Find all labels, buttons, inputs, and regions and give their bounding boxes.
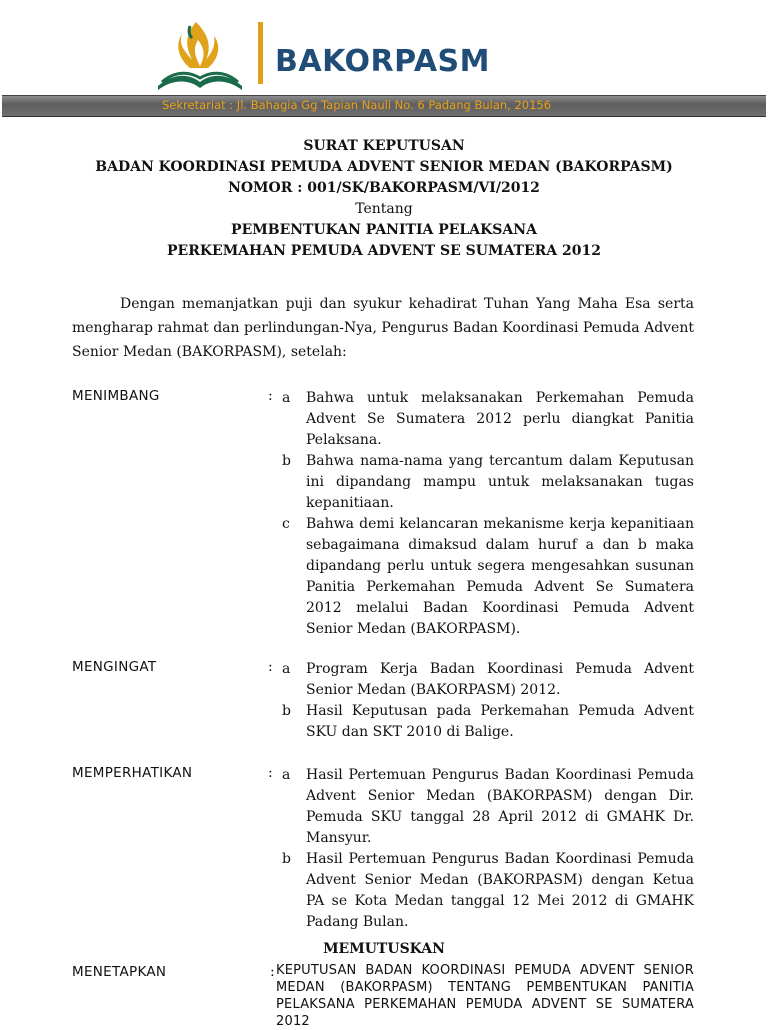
item-letter: b [282,851,291,867]
list-item [72,659,694,701]
item-text: Bahwa untuk melaksanakan Perkemahan Pemuda Advent Se Sumatera 2012 perlu diangkat Panitia Pelaksana. [306,390,694,448]
item-letter: c [282,516,290,532]
list-item [72,849,694,933]
item-text: Hasil Pertemuan Pengurus Badan Koordinasi Pemuda Advent Senior Medan (BAKORPASM) dengan Dir. Pemuda SKU tanggal 28 April 2012 di GMAHK Dr. Mansyur. [306,767,694,846]
list-item [72,514,694,640]
list-item [72,451,694,514]
item-text: Program Kerja Badan Koordinasi Pemuda Advent Senior Medan (BAKORPASM) 2012. [306,661,694,698]
item-letter: b [282,453,291,469]
decree-number: NOMOR : 001/SK/BAKORPASM/VI/2012 [228,180,540,196]
sda-flame-book-logo-icon [152,16,248,96]
section-mengingat [72,659,694,743]
section-label: MENIMBANG [72,388,160,404]
section-colon: : [268,765,273,781]
menetapkan-text: KEPUTUSAN BADAN KOORDINASI PEMUDA ADVENT SENIOR MEDAN (BAKORPASM) TENTANG PEMBENTUKAN PANITIA PELAKSANA PERKEMAHAN PEMUDA ADVENT SE SUMATERA 2012 [276,963,694,1029]
section-memperhatikan [72,765,694,933]
title-tentang: Tentang [355,201,413,217]
section-label: MEMPERHATIKAN [72,765,193,781]
item-text: Hasil Keputusan pada Perkemahan Pemuda Advent SKU dan SKT 2010 di Balige. [306,703,694,740]
title-line-1: SURAT KEPUTUSAN [303,138,465,154]
title-line-2: BADAN KOORDINASI PEMUDA ADVENT SENIOR MEDAN (BAKORPASM) [95,159,673,175]
section-menimbang [72,388,694,640]
section-colon: : [268,388,273,404]
letterhead [0,0,768,120]
item-letter: b [282,703,291,719]
item-letter: a [282,390,291,406]
address-bar [2,95,766,117]
subject-line-1: PEMBENTUKAN PANITIA PELAKSANA [231,222,537,238]
item-text: Hasil Pertemuan Pengurus Badan Koordinasi Pemuda Advent Senior Medan (BAKORPASM) dengan Ketua PA se Kota Medan tanggal 12 Mei 2012 di GMAHK Padang Bulan. [306,851,694,930]
section-colon: : [270,964,275,980]
list-item [72,388,694,451]
memutuskan-heading: MEMUTUSKAN [323,941,445,957]
org-logo-text: BAKORPASM [275,44,490,79]
subject-line-2: PERKEMAHAN PEMUDA ADVENT SE SUMATERA 2012 [167,243,601,259]
list-item [72,765,694,849]
list-item [72,701,694,743]
section-colon: : [268,659,273,675]
item-text: Bahwa nama-nama yang tercantum dalam Keputusan ini dipandang mampu untuk melaksanakan tugas kepanitiaan. [306,453,694,511]
secretariat-address: Sekretariat : Jl. Bahagia Gg Tapian Nauli No. 6 Padang Bulan, 20156 [162,98,552,112]
section-label: MENETAPKAN [72,964,167,980]
logo-divider [258,22,263,84]
item-text: Bahwa demi kelancaran mekanisme kerja kepanitiaan sebagaimana dimaksud dalam huruf a dan b maka dipandang perlu untuk segera mengesahkan susunan Panitia Perkemahan Pemuda Advent Se Sumatera 2012 melalui Badan Koordinasi Pemuda Advent Senior Medan (BAKORPASM). [306,516,694,637]
item-letter: a [282,661,291,677]
item-letter: a [282,767,291,783]
section-label: MENGINGAT [72,659,157,675]
decree-title [0,136,768,262]
intro-paragraph: Dengan memanjatkan puji dan syukur kehadirat Tuhan Yang Maha Esa serta mengharap rahmat dan perlindungan-Nya, Pengurus Badan Koordinasi Pemuda Advent Senior Medan (BAKORPASM), setelah: [72,296,694,360]
